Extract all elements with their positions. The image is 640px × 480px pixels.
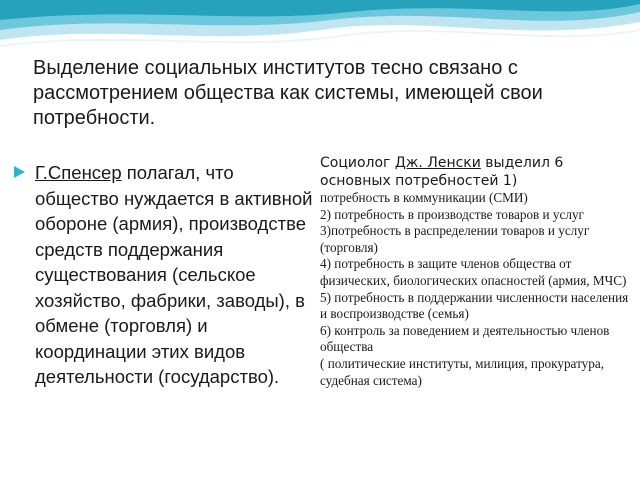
bullet-icon (14, 166, 25, 178)
needs-list (320, 190, 632, 389)
decorative-wave-band (0, 0, 640, 62)
lenski-name: Дж. Ленски (394, 155, 481, 171)
list-item: 5) потребность в поддержании численности населения и воспроизводстве (семья) (320, 289, 629, 322)
spencer-body: полагал, что общество нуждается в активной обороне (армия), производстве средств поддержания существования (сельское хозяйство, фабрики, заводы), в обмене (торговля) и координации этих видов деятельности (государство). (35, 162, 313, 387)
lenski-block (320, 154, 632, 389)
list-item: 3)потребность в распределении товаров и услуг (торговля) (320, 223, 590, 255)
lenski-intro (320, 154, 632, 190)
spencer-paragraph (14, 160, 314, 390)
list-item: 6) контроль за поведением и деятельностью членов общества (320, 322, 610, 355)
list-item: 4) потребность в защите членов общества от физических, биологических опасностей (армия, МЧС) (320, 256, 627, 288)
list-item: ( политические институты, милиция, прокуратура, судебная система) (320, 355, 605, 388)
list-item: 2) потребность в производстве товаров и услуг (320, 206, 584, 222)
lenski-intro-prefix: Социолог (320, 155, 395, 171)
slide-title: Выделение социальных институтов тесно связано с рассмотрением общества как системы, имеющей свои потребности. (33, 57, 543, 129)
list-item: потребность в коммуникации (СМИ) (320, 190, 528, 205)
lenski-intro-suffix: выделил 6 основных потребностей 1) (320, 155, 564, 189)
spencer-text (14, 160, 314, 390)
spencer-name: Г.Спенсер (35, 162, 122, 183)
